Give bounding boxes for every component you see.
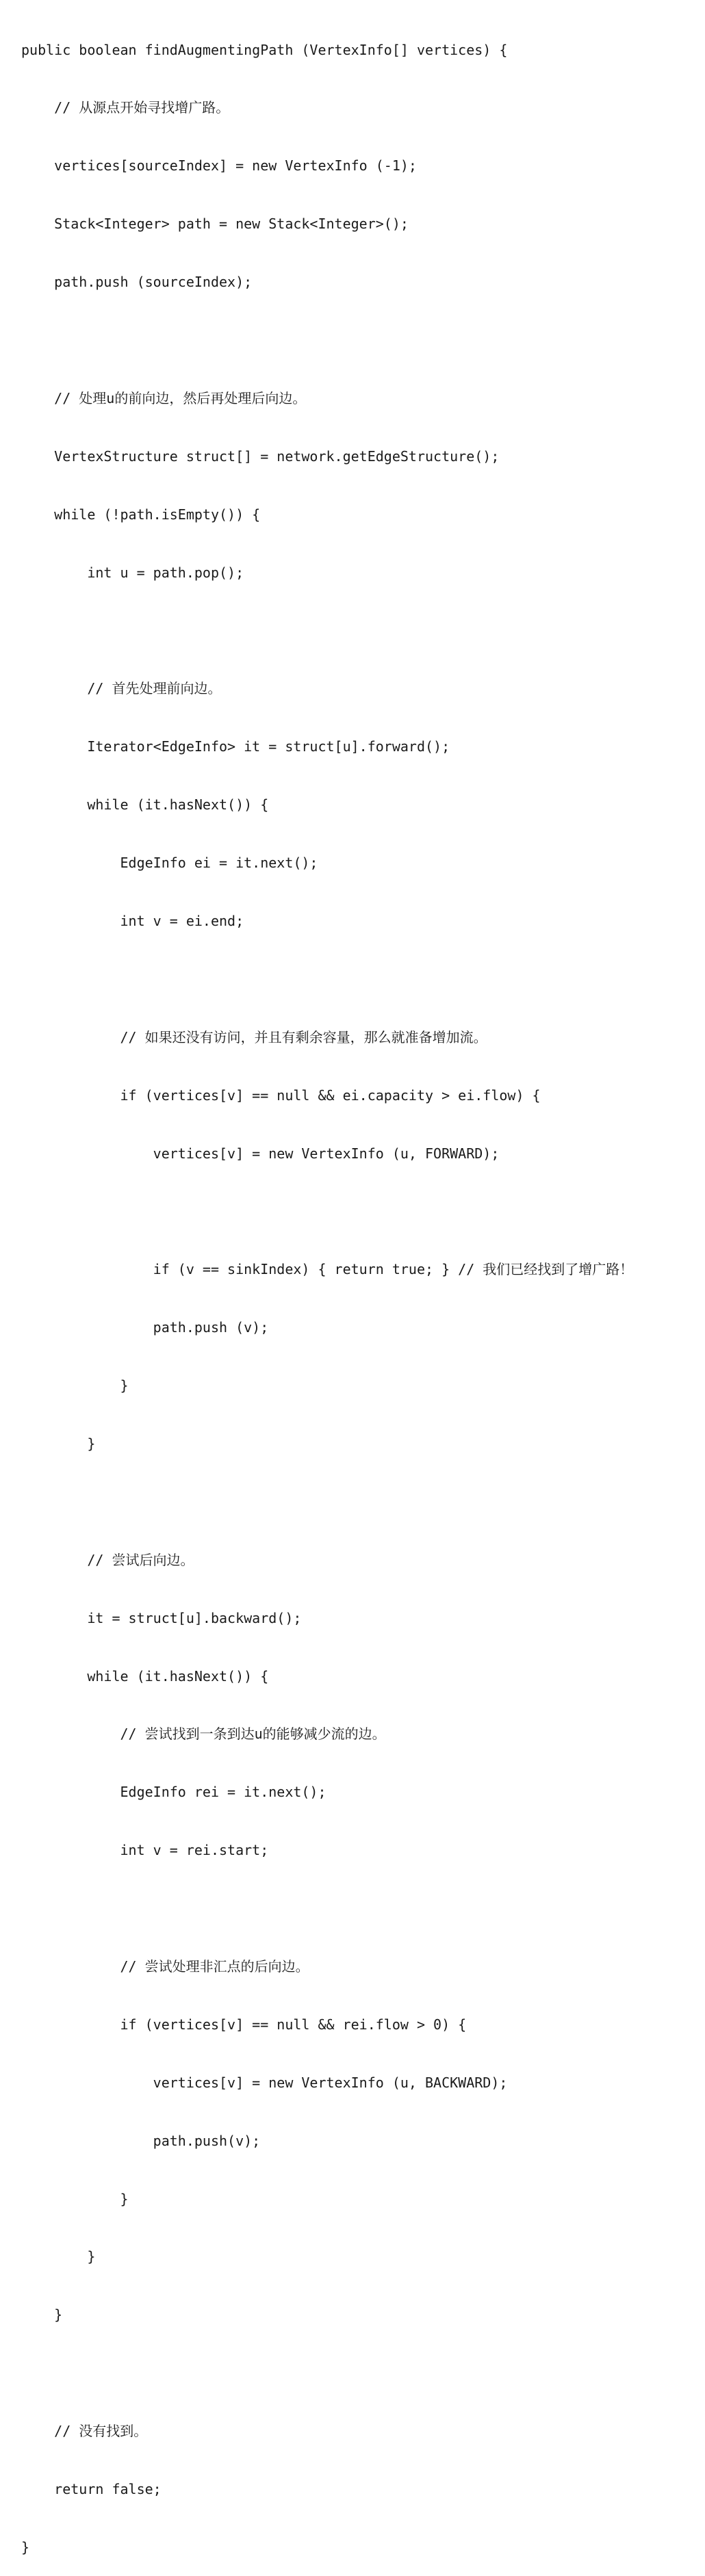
code-line — [21, 1899, 633, 1918]
code-line: vertices[v] = new VertexInfo (u, BACKWARD); — [21, 2074, 508, 2091]
code-line: // 没有找到。 — [21, 2423, 148, 2440]
code-line: path.push (sourceIndex); — [21, 274, 253, 291]
code-listing — [21, 1, 633, 2576]
code-line: } — [21, 2538, 30, 2555]
code-line — [21, 970, 633, 989]
code-line: path.push(v); — [21, 2132, 261, 2149]
code-line: VertexStructure struct[] = network.getEdgeStructure(); — [21, 447, 500, 465]
code-line: int v = ei.end; — [21, 912, 244, 929]
code-line: int v = rei.start; — [21, 1842, 269, 1859]
code-line — [21, 2363, 633, 2382]
code-line: if (v == sinkIndex) { return true; } // 我们已经找到了增广路！ — [21, 1261, 634, 1278]
code-line: int u = path.pop(); — [21, 564, 244, 581]
code-line: while (it.hasNext()) { — [21, 1667, 269, 1684]
code-line: it = struct[u].backward(); — [21, 1609, 302, 1626]
code-line: // 尝试找到一条到达u的能够减少流的边。 — [21, 1726, 386, 1743]
code-line: return false; — [21, 2481, 162, 2497]
code-line: // 从源点开始寻找增广路。 — [21, 99, 230, 116]
code-line: } — [21, 2248, 96, 2265]
code-line — [21, 621, 633, 640]
code-line: Iterator<EdgeInfo> it = struct[u].forward(); — [21, 738, 450, 755]
code-line — [21, 330, 633, 350]
code-line: EdgeInfo ei = it.next(); — [21, 855, 318, 872]
code-line: } — [21, 2190, 129, 2207]
code-line: Stack<Integer> path = new Stack<Integer>(); — [21, 216, 409, 233]
code-line: vertices[v] = new VertexInfo (u, FORWARD); — [21, 1145, 500, 1162]
code-line: if (vertices[v] == null && ei.capacity > ei.flow) { — [21, 1087, 541, 1104]
code-line: } — [21, 2306, 63, 2324]
code-line: while (!path.isEmpty()) { — [21, 506, 261, 523]
code-line — [21, 1492, 633, 1511]
code-line — [21, 1201, 633, 1221]
code-line: EdgeInfo rei = it.next(); — [21, 1784, 326, 1801]
code-line: path.push (v); — [21, 1319, 269, 1336]
code-line: while (it.hasNext()) { — [21, 796, 269, 814]
code-line: if (vertices[v] == null && rei.flow > 0) { — [21, 2016, 467, 2033]
code-line: // 如果还没有访问，并且有剩余容量，那么就准备增加流。 — [21, 1028, 487, 1045]
code-line: // 处理u的前向边，然后再处理后向边。 — [21, 389, 307, 406]
code-line: public boolean findAugmentingPath (VertexInfo[] vertices) { — [21, 41, 508, 58]
code-line: // 首先处理前向边。 — [21, 680, 222, 697]
code-line: vertices[sourceIndex] = new VertexInfo (-1); — [21, 157, 417, 174]
code-line: } — [21, 1435, 96, 1452]
code-line: // 尝试后向边。 — [21, 1551, 194, 1568]
code-line: } — [21, 1377, 129, 1394]
code-line: // 尝试处理非汇点的后向边。 — [21, 1957, 309, 1975]
